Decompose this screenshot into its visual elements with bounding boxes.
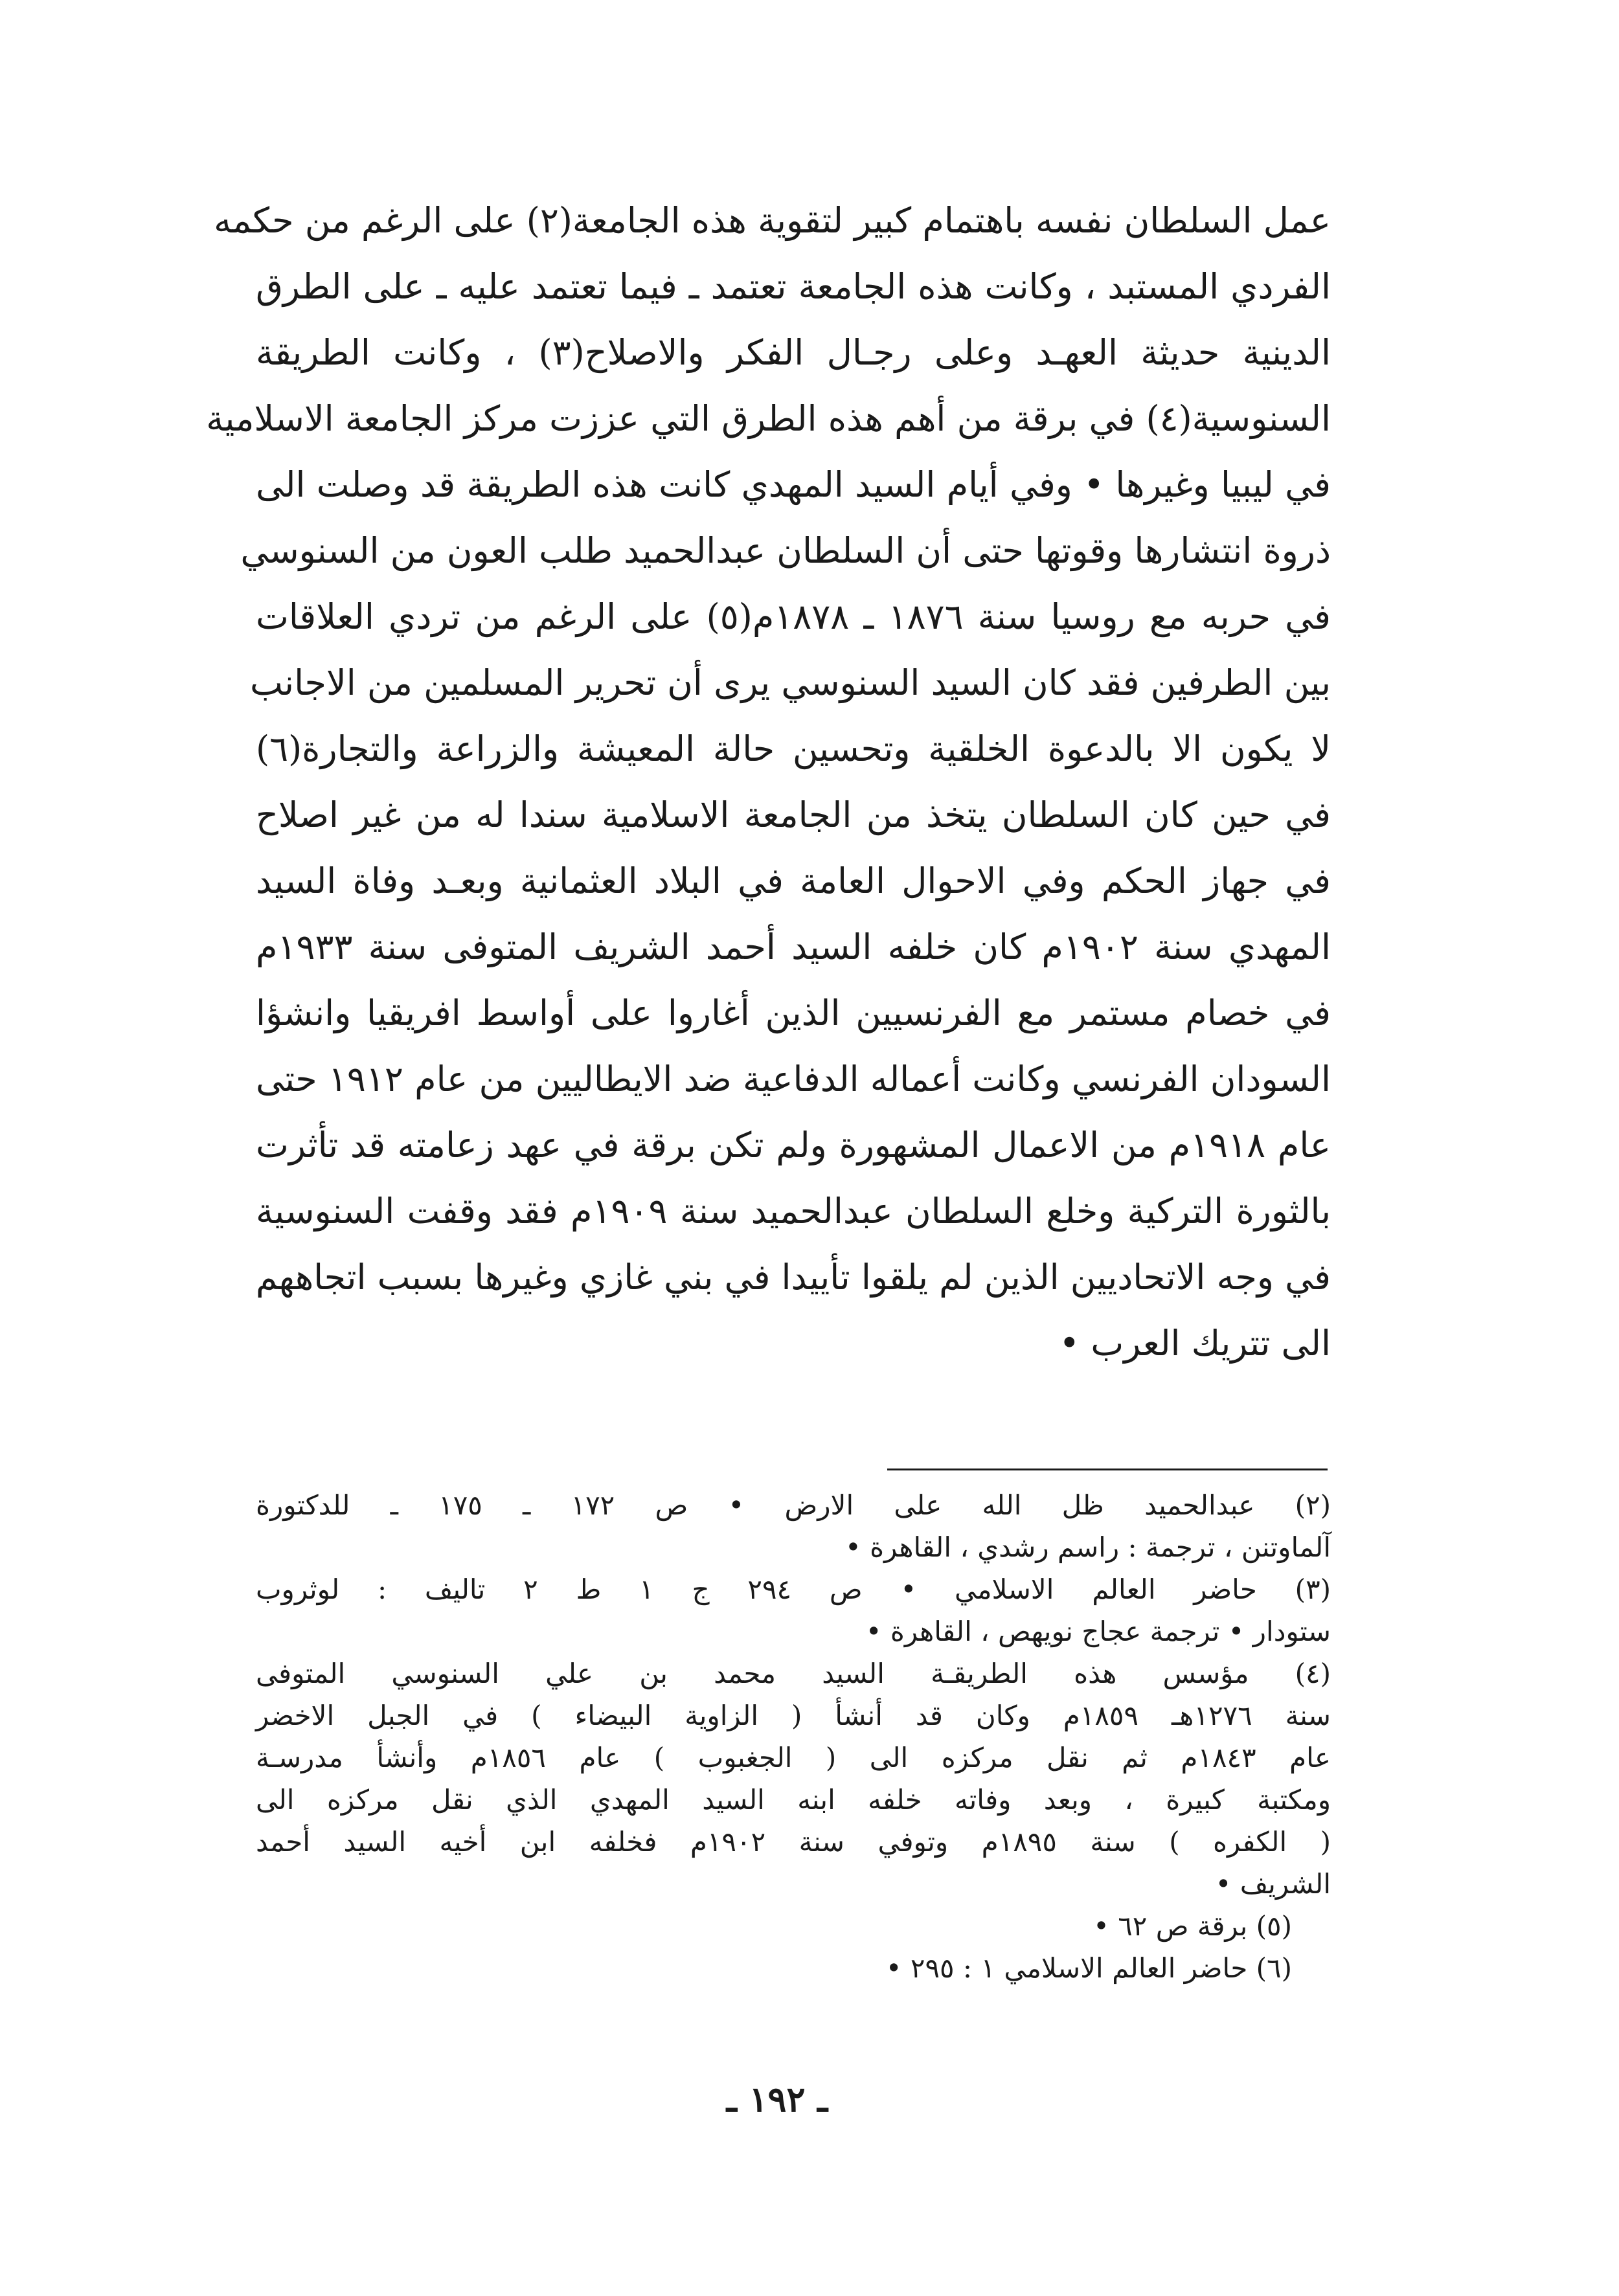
body-line-13: في خصام مستمر مع الفرنسيين الذين أغاروا على أواسط افريقيا وانشؤا [256,993,1331,1033]
body-line-15: عام ١٩١٨م من الاعمال المشهورة ولم تكن برقة في عهد زعامته قد تأثرت [256,1125,1331,1165]
body-line-17: في وجه الاتحاديين الذين لم يلقوا تأييدا في بني غازي وغيرها بسبب اتجاههم [255,1257,1331,1298]
body-line-8: بين الطرفين فقد كان السيد السنوسي يرى أن تحرير المسلمين من الاجانب [250,662,1331,703]
body-line-11: في جهاز الحكم وفي الاحوال العامة في البلاد العثمانية وبعـد وفاة السيد [256,861,1331,901]
footnote-line-3: (٣) حاضر العالم الاسلامي • ص ٢٩٤ ج ١ ط ٢ تاليف : لوثروب [256,1573,1331,1605]
body-line-1: عمل السلطان نفسه باهتمام كبير لتقوية هذه الجامعة(٢) على الرغم من حكمه [214,200,1331,241]
footnote-line-12: (٦) حاضر العالم الاسلامي ١ : ٢٩٥ • [885,1952,1292,1984]
footnote-line-4: ستودار • ترجمة عجاج نويهص ، القاهرة • [865,1615,1331,1647]
footnote-line-5: (٤) مؤسس هذه الطريقـة السيد محمد بن علي السنوسي المتوفى [256,1658,1331,1689]
footnotes-section [256,1484,1331,1989]
footnote-divider [887,1469,1328,1470]
footnote-line-8: ومكتبة كبيرة ، وبعد وفاته خلفه ابنه السيد المهدي الذي نقل مركزه الى [256,1784,1331,1816]
body-line-14: السودان الفرنسي وكانت أعماله الدفاعية ضد الايطاليين من عام ١٩١٢ حتى [256,1059,1331,1099]
body-line-10: في حين كان السلطان يتخذ من الجامعة الاسلامية سندا له من غير اصلاح [256,794,1331,835]
body-line-5: في ليبيا وغيرها • وفي أيام السيد المهدي كانت هذه الطريقة قد وصلت الى [256,464,1331,505]
body-line-18: الى تتريك العرب • [1059,1323,1331,1364]
body-line-4: السنوسية(٤) في برقة من أهم هذه الطرق التي عززت مركز الجامعة الاسلامية [206,398,1331,439]
body-line-6: ذروة انتشارها وقوتها حتى أن السلطان عبدالحميد طلب العون من السنوسي [240,530,1331,571]
page-number: ـ ١٩٢ ـ [726,2078,828,2120]
footnote-line-7: عام ١٨٤٣م ثم نقل مركزه الى ( الجغبوب ) عام ١٨٥٦م وأنشأ مدرسـة [256,1742,1331,1773]
body-line-2: الفردي المستبد ، وكانت هذه الجامعة تعتمد ـ فيما تعتمد عليه ـ على الطرق [256,266,1331,307]
body-line-3: الدينية حديثة العهـد وعلى رجـال الفكر والاصلاح(٣) ، وكانت الطريقة [256,332,1331,373]
main-body-text [206,188,1331,1377]
body-line-7: في حربه مع روسيا سنة ١٨٧٦ ـ ١٨٧٨م(٥) على الرغم من تردي العلاقات [256,596,1331,637]
footnote-line-10: الشريف • [1215,1868,1331,1900]
footnote-line-1: (٢) عبدالحميد ظل الله على الارض • ص ١٧٢ ـ ١٧٥ ـ للدكتورة [256,1489,1331,1521]
body-line-12: المهدي سنة ١٩٠٢م كان خلفه السيد أحمد الشريف المتوفى سنة ١٩٣٣م [256,927,1331,967]
footnote-line-11: (٥) برقة ص ٦٢ • [1093,1910,1292,1942]
footnote-line-6: سنة ١٢٧٦هـ ١٨٥٩م وكان قد أنشأ ( الزاوية البيضاء ) في الجبل الاخضر [256,1700,1331,1731]
body-line-16: بالثورة التركية وخلع السلطان عبدالحميد سنة ١٩٠٩م فقد وقفت السنوسية [256,1191,1331,1232]
footnote-line-2: آلماوتنن ، ترجمة : راسم رشدي ، القاهرة • [845,1531,1331,1563]
footnote-line-9: ( الكفره ) سنة ١٨٩٥م وتوفي سنة ١٩٠٢م فخلفه ابن أخيه السيد أحمد [256,1826,1331,1858]
body-line-9: لا يكون الا بالدعوة الخلقية وتحسين حالة المعيشة والزراعة والتجارة(٦) [256,728,1331,769]
